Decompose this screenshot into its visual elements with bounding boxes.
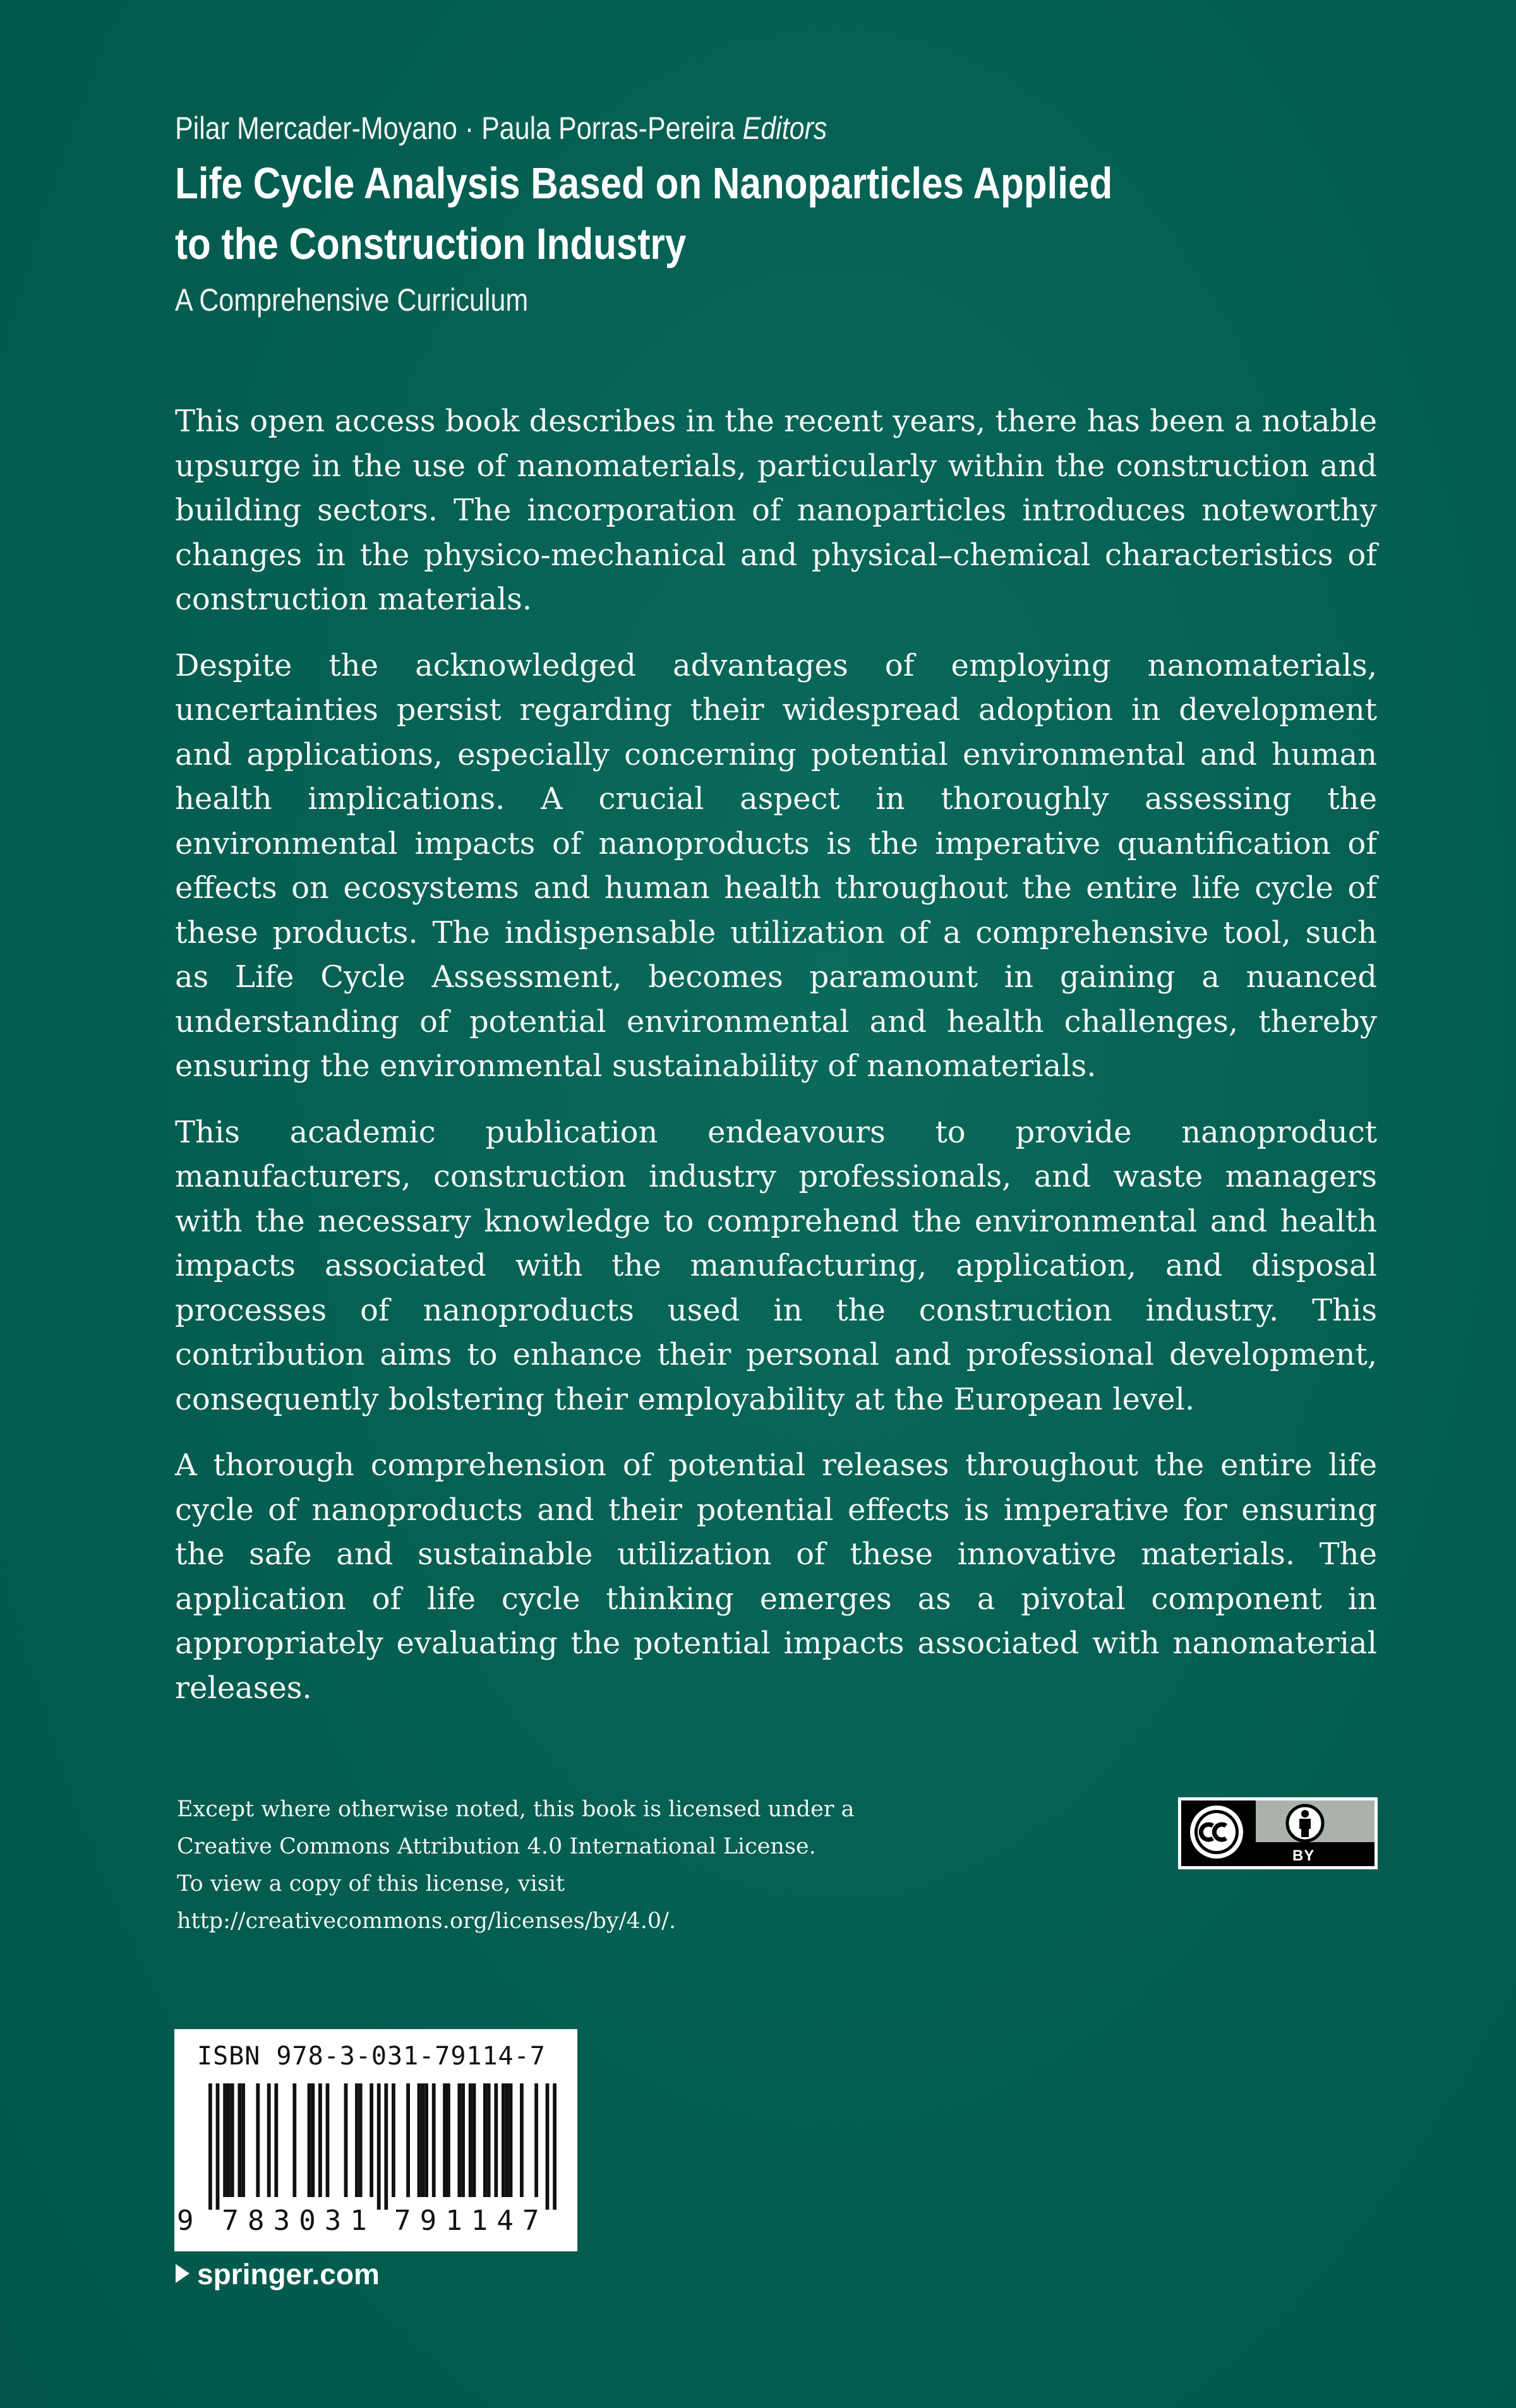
barcode-bar: [223, 2083, 227, 2197]
barcode-bar: [216, 2083, 220, 2210]
barcode-bar: [483, 2083, 487, 2197]
license-line: Creative Commons Attribution 4.0 International License.: [177, 1834, 816, 1859]
barcode: [193, 2083, 560, 2210]
license-line: Except where otherwise noted, this book is licensed under a: [177, 1797, 855, 1822]
barcode-bar: [553, 2083, 556, 2210]
barcode-digit: 9: [419, 2205, 437, 2237]
barcode-digit: 8: [248, 2205, 265, 2237]
barcode-digit: 1: [471, 2205, 488, 2237]
barcode-bar: [231, 2083, 234, 2197]
barcode-digit: 7: [222, 2205, 239, 2237]
barcode-bar: [377, 2083, 381, 2210]
barcode-digit: 7: [522, 2205, 539, 2237]
barcode-digit: 9: [177, 2205, 194, 2237]
barcode-bar: [208, 2083, 212, 2210]
editors-role: Editors: [742, 111, 827, 146]
publisher-site-text: springer.com: [197, 2258, 380, 2291]
barcode-bar: [509, 2083, 513, 2197]
book-title-line-2: to the Construction Industry: [175, 219, 687, 268]
barcode-bar: [472, 2083, 476, 2197]
barcode-bar: [487, 2083, 491, 2197]
barcode-bar: [447, 2083, 450, 2197]
barcode-bar: [520, 2083, 524, 2197]
barcode-digit: 7: [394, 2205, 411, 2237]
barcode-digits: [174, 2205, 577, 2243]
barcode-digit: 1: [445, 2205, 462, 2237]
barcode-digit: 1: [350, 2205, 367, 2237]
cc-by-icon: [1181, 1800, 1375, 1866]
cc-by-badge: [1178, 1797, 1378, 1869]
description-paragraph: This academic publication endeavours to provide nanoproduct manufacturers, construction industry professionals, and waste managers with the necessary knowledge to comprehend the environmental and health impacts associated with the manufacturing, application, and disposal processes of nanoproducts used in the construction industry. This contribution aims to enhance their personal and professional development, consequently bolstering their employability at the European level.: [175, 1114, 1377, 1417]
description-paragraph: Despite the acknowledged advantages of employing nanomaterials, uncertainties persist regarding their widespread adoption in development and applications, especially concerning potential environmental and human health implications. A crucial aspect in thoroughly assessing the environmental impacts of nanoproducts is the imperative quantification of effects on ecosystems and human health throughout the entire life cycle of these products. The indispensable utilization of a comprehensive tool, such as Life Cycle Assessment, becomes paramount in gaining a nuanced understanding of potential environmental and health challenges, thereby ensuring the environmental sustainability of nanomaterials.: [175, 647, 1377, 1084]
description-paragraph: This open access book describes in the recent years, there has been a notable upsurge in the use of nanomaterials, particularly within the construction and building sectors. The incorporation of nanoparticles introduces noteworthy changes in the physico-mechanical and physical–chemical characteristics of construction materials.: [175, 404, 1377, 617]
publisher-website[interactable]: [176, 2257, 380, 2291]
barcode-bar: [424, 2083, 428, 2197]
editors-line: [175, 106, 1207, 150]
barcode-bar: [256, 2083, 260, 2197]
barcode-bar: [227, 2083, 231, 2197]
barcode-bar: [546, 2083, 550, 2210]
barcode-bar: [355, 2083, 359, 2197]
triangle-arrow-icon: [176, 2264, 190, 2283]
barcode-digit: 0: [299, 2205, 316, 2237]
license-notice: [177, 1791, 998, 1940]
barcode-bar: [238, 2083, 241, 2197]
barcode-bar: [418, 2083, 421, 2197]
description-paragraph: A thorough comprehension of potential releases throughout the entire life cycle of nanoproducts and their potential effects is imperative for ensuring the safe and sustainable utilization of these innovative materials. The application of life cycle thinking emerges as a pivotal component in appropriately evaluating the potential impacts associated with nanomaterial releases.: [175, 1447, 1377, 1706]
barcode-bar: [370, 2083, 373, 2197]
cc-by-label: BY: [1292, 1847, 1315, 1864]
barcode-bar: [432, 2083, 436, 2197]
barcode-bar: [267, 2083, 271, 2197]
barcode-digit: 3: [273, 2205, 291, 2237]
barcode-bar: [274, 2083, 278, 2197]
barcode-bar: [384, 2083, 388, 2210]
book-subtitle: A Comprehensive Curriculum: [175, 282, 529, 318]
book-title-line-1: Life Cycle Analysis Based on Nanoparticles Applied: [175, 159, 1113, 208]
barcode-bar: [359, 2083, 363, 2197]
barcode-bar: [443, 2083, 447, 2197]
barcode-bar: [392, 2083, 395, 2197]
barcode-bar: [469, 2083, 472, 2197]
barcode-bar: [292, 2083, 296, 2197]
barcode-bar: [494, 2083, 498, 2197]
barcode-bar: [461, 2083, 465, 2197]
barcode-bar: [311, 2083, 315, 2197]
cover-header: [175, 106, 1375, 323]
barcode-bar: [241, 2083, 245, 2197]
editors-names: Pilar Mercader-Moyano · Paula Porras-Pereira: [175, 111, 735, 146]
license-line: To view a copy of this license, visit: [177, 1871, 565, 1896]
barcode-bar: [457, 2083, 461, 2197]
isbn-barcode-block: [174, 2029, 577, 2251]
barcode-bar: [326, 2083, 330, 2197]
barcode-bar: [505, 2083, 509, 2197]
isbn-number: ISBN 978-3-031-79114-7: [197, 2042, 546, 2071]
barcode-bar: [421, 2083, 424, 2197]
barcode-bar: [308, 2083, 311, 2197]
barcode-digit: 3: [324, 2205, 342, 2237]
barcode-bar: [502, 2083, 505, 2197]
barcode-bar: [406, 2083, 410, 2197]
book-description: [175, 399, 1377, 1732]
license-url: http://creativecommons.org/licenses/by/4.0/.: [177, 1908, 677, 1934]
barcode-bar: [318, 2083, 322, 2197]
barcode-digit: 4: [496, 2205, 514, 2237]
barcode-bar: [344, 2083, 348, 2197]
barcode-bar: [534, 2083, 538, 2197]
